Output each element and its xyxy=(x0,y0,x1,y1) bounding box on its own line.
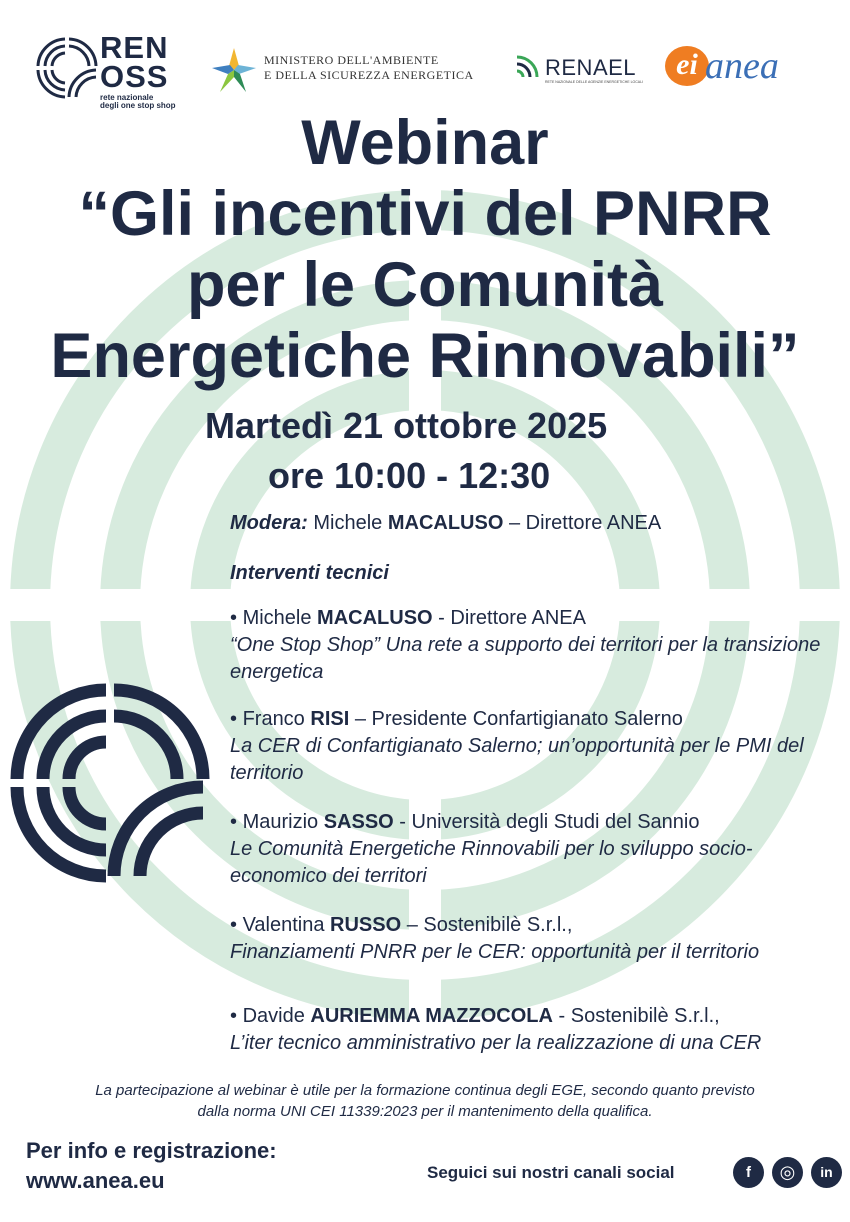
renoss-line1: REN xyxy=(100,30,169,65)
title-line2: “Gli incentivi del PNRR xyxy=(78,179,772,249)
social-label: Seguici sui nostri canali social xyxy=(427,1163,675,1182)
renoss-line2: OSS xyxy=(100,59,169,94)
moderator-last: MACALUSO xyxy=(387,512,504,534)
speaker-item: • Valentina RUSSO – Sostenibilè S.r.l., Finanziamenti PNRR per le CER: opportunità per il territorio xyxy=(230,912,845,966)
ministero-logo-text xyxy=(264,53,474,83)
facebook-icon[interactable]: f xyxy=(733,1157,764,1188)
registration-info xyxy=(26,1136,277,1196)
speaker-item: • Davide AURIEMMA MAZZOCOLA - Sostenibilè S.r.l., L’iter tecnico amministrativo per la realizzazione di una CER xyxy=(230,1003,845,1057)
note-line2: dalla norma UNI CEI 11339:2023 per il mantenimento della qualifica. xyxy=(197,1103,653,1120)
speaker-item: • Michele MACALUSO - Direttore ANEA “One Stop Shop” Una rete a supporto dei territori per la transizione energetica xyxy=(230,605,845,686)
note-line1: La partecipazione al webinar è utile per la formazione continua degli EGE, secondo quanto previsto xyxy=(95,1082,755,1099)
speaker-last: RUSSO xyxy=(330,914,402,936)
speaker-talk: Finanziamenti PNRR per le CER: opportunità per il territorio xyxy=(230,941,760,963)
renoss-logo-text xyxy=(100,30,169,94)
section-heading: Interventi tecnici xyxy=(230,562,389,584)
renael-logo-sub: RETE NAZIONALE DELLE AGENZIE ENERGETICHE LOCALI xyxy=(545,80,644,84)
speaker-talk: “One Stop Shop” Una rete a supporto dei territori per la transizione energetica xyxy=(230,634,821,683)
event-time: ore 10:00 - 12:30 xyxy=(268,455,551,496)
speaker-last: RISI xyxy=(310,708,350,730)
speaker-first: Franco xyxy=(242,708,305,730)
speaker-talk: La CER di Confartigianato Salerno; un’opportunità per le PMI del territorio xyxy=(230,735,804,784)
event-date: Martedì 21 ottobre 2025 xyxy=(205,405,608,446)
title-line3: per le Comunità xyxy=(186,250,664,320)
speaker-role: - Direttore ANEA xyxy=(438,607,586,629)
speaker-talk: Le Comunità Energetiche Rinnovabili per lo sviluppo socio-economico dei territori xyxy=(230,838,753,887)
anea-logo-badge: ei xyxy=(665,46,709,86)
speaker-last: SASSO xyxy=(323,811,394,833)
info-url-link[interactable]: www.anea.eu xyxy=(26,1168,165,1193)
speaker-role: – Presidente Confartigianato Salerno xyxy=(354,708,683,730)
renoss-sub1: rete nazionale xyxy=(100,93,154,102)
instagram-icon[interactable]: ◎ xyxy=(772,1157,803,1188)
speaker-role: - Sostenibilè S.r.l., xyxy=(558,1005,720,1027)
moderator-first: Michele xyxy=(313,512,383,534)
speaker-talk: L’iter tecnico amministrativo per la realizzazione di una CER xyxy=(230,1032,762,1054)
speaker-item: • Franco RISI – Presidente Confartigianato Salerno La CER di Confartigianato Salerno; un’opportunità per le PMI del territorio xyxy=(230,706,845,787)
ministero-line2: E DELLA SICUREZZA ENERGETICA xyxy=(264,68,474,82)
moderator-role: – Direttore ANEA xyxy=(508,512,662,534)
speaker-last: AURIEMMA MAZZOCOLA xyxy=(310,1005,553,1027)
program xyxy=(230,510,845,1057)
speaker-role: – Sostenibilè S.r.l., xyxy=(406,914,573,936)
speaker-first: Michele xyxy=(242,607,312,629)
linkedin-icon[interactable]: in xyxy=(811,1157,842,1188)
title-line1: Webinar xyxy=(301,108,549,178)
ege-note xyxy=(0,1080,850,1122)
webinar-title xyxy=(0,108,850,392)
renael-logo-mark xyxy=(514,54,540,82)
speaker-first: Davide xyxy=(242,1005,305,1027)
ministero-star-logo xyxy=(210,46,258,94)
moderator-line xyxy=(230,510,845,537)
renael-logo-text: RENAEL xyxy=(545,55,637,80)
speaker-item: • Maurizio SASSO - Università degli Studi del Sannio Le Comunità Energetiche Rinnovabili per lo sviluppo socio-economico dei territori xyxy=(230,809,845,890)
renoss-emblem xyxy=(10,683,210,883)
ministero-line1: MINISTERO DELL'AMBIENTE xyxy=(264,53,439,67)
moderator-label: Modera: xyxy=(230,512,308,534)
speaker-last: MACALUSO xyxy=(317,607,433,629)
renoss-sub2: degli one stop shop xyxy=(100,101,176,110)
speaker-role: - Università degli Studi del Sannio xyxy=(399,811,700,833)
title-line4: Energetiche Rinnovabili” xyxy=(50,321,800,391)
speaker-first: Maurizio xyxy=(242,811,319,833)
anea-logo xyxy=(665,44,779,88)
info-label: Per info e registrazione: xyxy=(26,1138,277,1163)
renoss-logo-mark xyxy=(34,35,100,99)
anea-logo-name: anea xyxy=(705,45,779,87)
speaker-first: Valentina xyxy=(242,914,325,936)
